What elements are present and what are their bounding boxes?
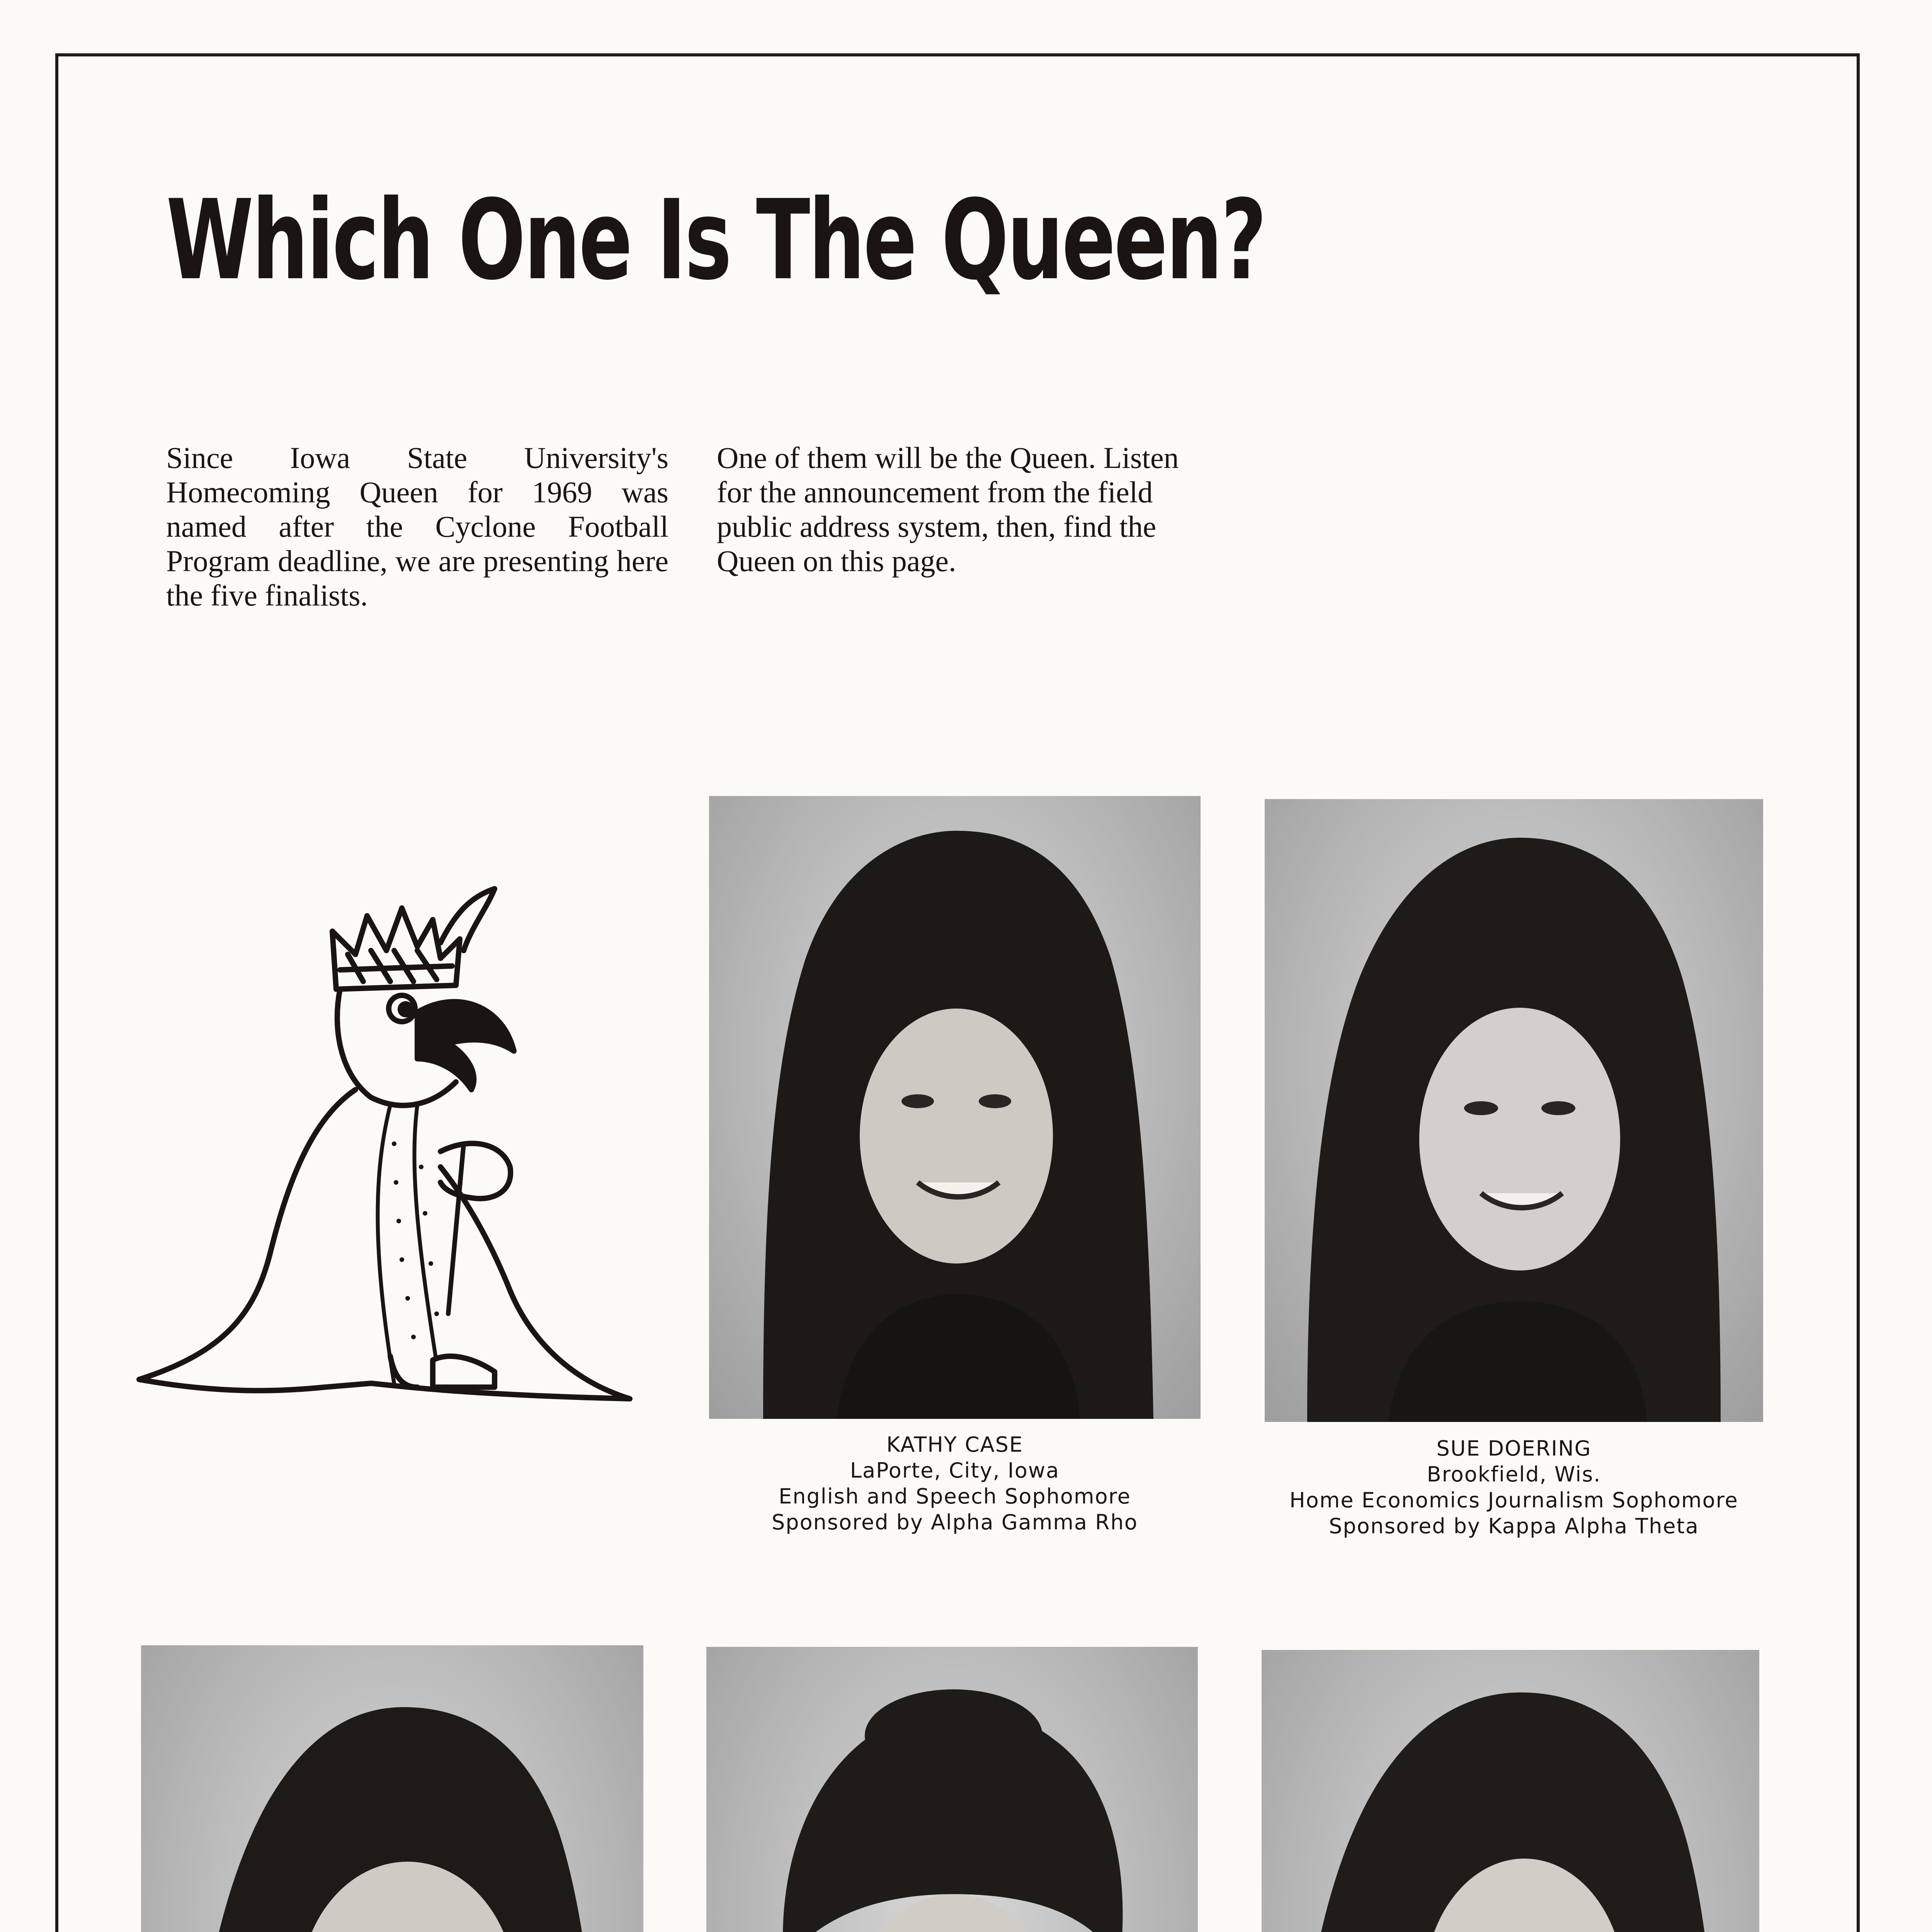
finalist-caption-sue-doering (1265, 1435, 1763, 1539)
finalist-sponsor: Sponsored by Alpha Gamma Rho (772, 1510, 1138, 1534)
intro-paragraph-left: Since Iowa State University's Homecoming Queen for 1969 was named after the Cyclone Football Program deadline, we are presenting here the five finalists. (166, 441, 668, 612)
portrait-photo (709, 796, 1201, 1419)
finalist-caption-kathy-case (709, 1432, 1201, 1535)
portrait-sue-gordinier (141, 1645, 643, 1932)
page-title: Which One Is The Queen? (166, 176, 1265, 304)
portrait-photo (1262, 1650, 1759, 1932)
finalist-name: SUE DOERING (1436, 1436, 1592, 1461)
portrait-photo (706, 1647, 1198, 1932)
cy-cardinal-king-illustration (124, 873, 649, 1414)
finalist-sponsor: Sponsored by Kappa Alpha Theta (1329, 1514, 1699, 1538)
finalist-name: KATHY CASE (886, 1432, 1023, 1457)
portrait-photo (141, 1645, 643, 1932)
portrait-joyce-ann-stout (1262, 1650, 1759, 1932)
portrait-sue-doering (1265, 799, 1763, 1422)
intro-paragraph-right: One of them will be the Queen. Listen for the announcement from the field public address system, then, find the Queen on this page. (717, 441, 1179, 578)
portrait-laura-mcquown (706, 1647, 1198, 1932)
portrait-kathy-case (709, 796, 1201, 1419)
finalist-major: Home Economics Journalism Sophomore (1289, 1488, 1738, 1512)
finalist-major: English and Speech Sophomore (779, 1484, 1131, 1509)
portrait-photo (1265, 799, 1763, 1422)
finalist-hometown: LaPorte, City, Iowa (850, 1458, 1060, 1483)
finalist-hometown: Brookfield, Wis. (1427, 1462, 1601, 1486)
